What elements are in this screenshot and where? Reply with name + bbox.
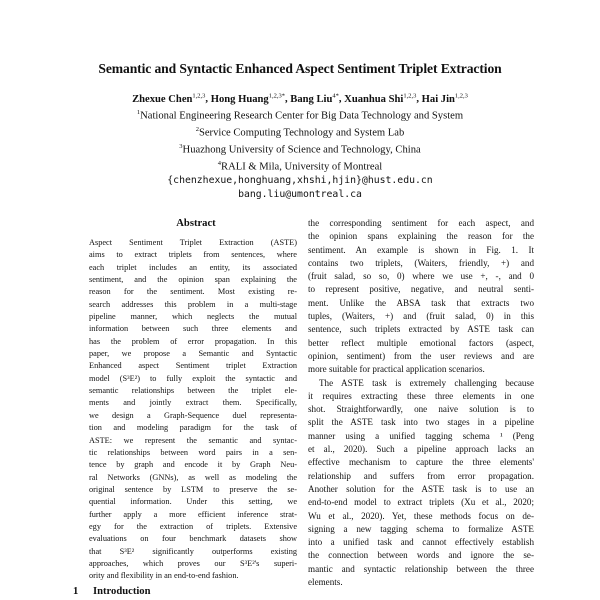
- abstract-line: model (S³E²) to fully exploit the syntactic and: [89, 373, 297, 383]
- body-line: sentence, such triplets extracted by ASTE task can: [308, 324, 534, 335]
- abstract-line: ments and jointly extract them. Specifically,: [89, 398, 297, 408]
- body-line: to represent positive, negative, and neutral senti-: [308, 284, 534, 295]
- author: Bang Liu$^{4*}$: [290, 92, 339, 105]
- body-line: the corresponding sentiment for each aspect, and: [308, 218, 534, 228]
- body-line: opinion, sentiment) from the user reviews and are: [308, 350, 534, 361]
- section-number: 1: [73, 586, 79, 597]
- abstract-line: ral Networks (GNNs), as well as modeling the: [89, 472, 297, 482]
- section-heading: [73, 586, 151, 597]
- body-text-right-column: [308, 217, 534, 589]
- body-line: more suitable for practical application scenarios.: [308, 364, 485, 375]
- body-line: tuples, (Waiters, +) and (fruit salad, 0) in this: [308, 311, 534, 322]
- author-list: Zhexue Chen$^{1,2,3}$, Hong Huang$^{1,2,3*}$, Bang Liu$^{4*}$, Xuanhua Shi$^{1,2,3}$, Hai Jin$^{1,2,3}$: [132, 92, 468, 105]
- paper-title: Semantic and Syntactic Enhanced Aspect Sentiment Triplet Extraction: [98, 61, 502, 76]
- abstract-line: ASTE: we represent the semantic and syntac-: [89, 435, 297, 445]
- body-line: elements.: [308, 577, 343, 588]
- body-line: the opinion spans explaining the reason for the: [308, 231, 534, 242]
- abstract-heading: Abstract: [176, 218, 216, 229]
- email-address: {chenzhexue,honghuang,xhshi,hjin}@hust.edu.cn: [167, 175, 433, 187]
- author: Hong Huang$^{1,2,3*}$: [210, 92, 285, 105]
- abstract-line: that S³E² significantly outperforms existing: [89, 546, 297, 556]
- abstract-line: quential information. Under this setting, we: [89, 497, 297, 507]
- body-line: contains two triplets, (Waiters, friendly, +) and: [308, 257, 534, 268]
- abstract-line: information between such three elements and: [89, 324, 297, 334]
- body-line: Another solution for the ASTE task is to use an: [308, 483, 534, 494]
- abstract-line: each triplet includes an entity, its associated: [89, 262, 297, 272]
- body-line: manner using a unified tagging schema ¹ (Peng: [308, 430, 534, 441]
- author: Hai Jin$^{1,2,3}$: [421, 92, 468, 105]
- body-line: Wu et al., 2020). Yet, these methods focus on de-: [308, 510, 534, 521]
- abstract-line: we design a Graph-Sequence duel representa-: [89, 410, 297, 420]
- abstract-line: original sentence by LSTM to preserve the se-: [89, 484, 297, 494]
- abstract-line: paper, we propose a Semantic and Syntactic: [89, 349, 297, 359]
- body-line: mantic and syntactic relationship between the three: [308, 563, 534, 574]
- affiliation: $^4$RALI & Mila, University of Montreal: [217, 160, 383, 173]
- body-line: it requires extracting these three elements in one: [308, 390, 534, 401]
- abstract-line: egy for the extraction of triplets. Extensive: [89, 521, 297, 531]
- affiliation: $^1$National Engineering Research Center for Big Data Technology and System: [136, 109, 464, 122]
- body-line: (fruit salad, so so, 0) where we use +, -, and 0: [308, 271, 534, 282]
- abstract-line: evaluations on four benchmark datasets show: [89, 534, 297, 544]
- body-line: shot. Straightforwardly, one naive solution is to: [308, 404, 534, 415]
- abstract-line: Aspect Sentiment Triplet Extraction (ASTE): [89, 238, 297, 247]
- body-line: better reflect multiple emotional factors (aspect,: [308, 337, 534, 348]
- body-line: ment. Unlike the ABSA task that extracts two: [308, 297, 534, 308]
- section-title: Introduction: [93, 586, 151, 597]
- affiliation: $^2$Service Computing Technology and System Lab: [195, 126, 405, 139]
- author: Zhexue Chen$^{1,2,3}$: [132, 92, 206, 105]
- body-line: into a unified task and cannot effectively establish: [308, 537, 534, 548]
- abstract-line: tence by graph and encode it by Graph Neu-: [89, 460, 297, 470]
- body-line: The ASTE task is extremely challenging because: [319, 377, 534, 388]
- abstract-line: sentiment, and the opinion span explaining the: [89, 275, 297, 285]
- body-line: end-to-end model to extract triplets (Xu et al., 2020;: [308, 497, 534, 508]
- author: Xuanhua Shi$^{1,2,3}$: [344, 92, 417, 105]
- body-line: et al., 2020). Such a pipeline approach lacks an: [308, 444, 534, 455]
- body-line: relationship and suffers from error propagation.: [308, 470, 534, 481]
- abstract-line: Enhanced aspect Sentiment triplet Extraction: [89, 361, 297, 371]
- body-line: split the ASTE task into two stages in a pipeline: [308, 417, 534, 428]
- abstract-line: ority and flexibility in an end-to-end fashion.: [89, 571, 239, 581]
- abstract-line: tion and modeling paradigm for the task of: [89, 423, 297, 433]
- abstract-line: search addresses this problem in a multi-stage: [89, 299, 297, 309]
- body-line: effective mechanism to capture the three elements': [308, 457, 534, 468]
- abstract-line: further apply a more efficient inference strat-: [89, 509, 297, 519]
- affiliation: $^3$Huazhong University of Science and Technology, China: [179, 143, 421, 156]
- affiliation-block: [0, 106, 600, 201]
- abstract-line: tic relationships between word pairs in a sen-: [89, 447, 297, 457]
- body-line: sentiment. An example is shown in Fig. 1. It: [308, 244, 534, 255]
- abstract-line: aims to extract triplets from sentences, where: [89, 250, 297, 260]
- body-line: the connection between words and ignore the se-: [308, 550, 534, 561]
- abstract-line: pipeline manner, which neglects the mutual: [89, 312, 297, 322]
- abstract-body: [89, 237, 297, 583]
- body-line: signing a new tagging schema to formalize ASTE: [308, 523, 534, 534]
- abstract-line: semantic relationships between the triplet ele-: [89, 386, 297, 396]
- abstract-line: approaches, which proves our S³E²'s superi-: [89, 558, 297, 568]
- abstract-line: reason for the sentiment. Most existing re-: [89, 287, 297, 297]
- email-address: bang.liu@umontreal.ca: [238, 188, 362, 200]
- abstract-line: has the problem of error propagation. In this: [89, 336, 297, 346]
